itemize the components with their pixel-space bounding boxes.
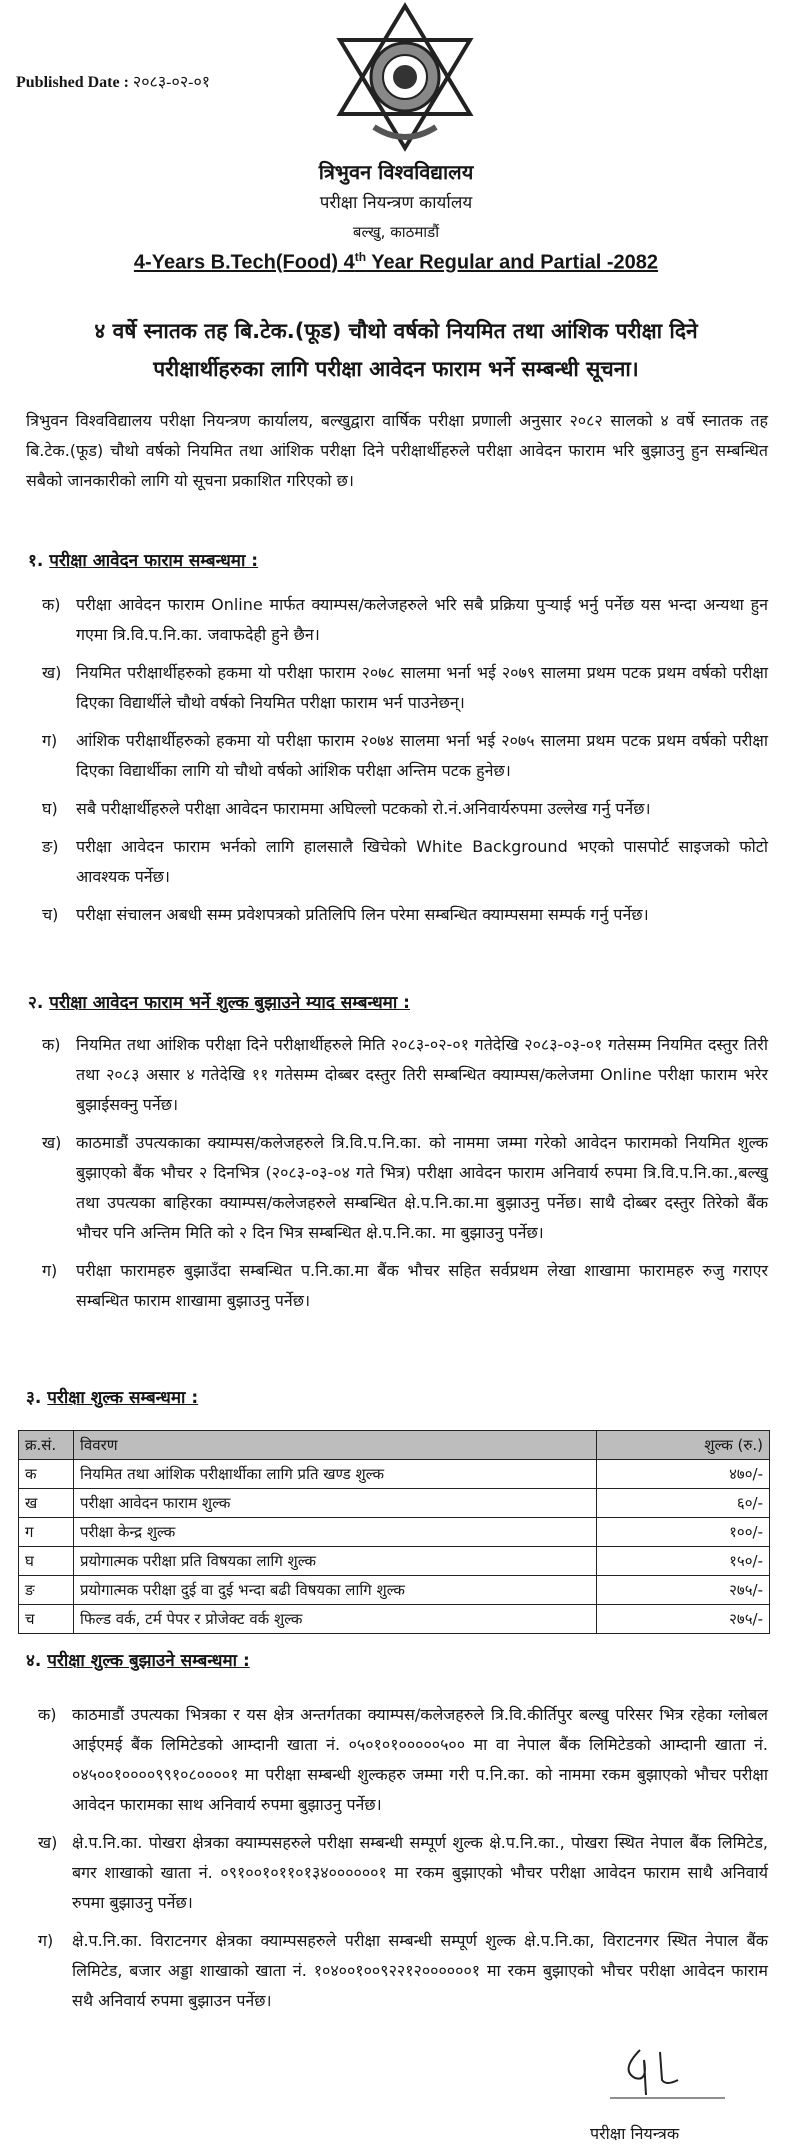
item-marker: ख) xyxy=(38,1833,58,1852)
item-text: काठमाडौं उपत्यकाका क्याम्पस/कलेजहरुले त्रि.वि.प.नि.का. को नाममा जम्मा गरेको आवेदन फारामको नियमित शुल्क बुझाएको बैंक भौचर २ दिनभित्र (२०८३-०३-०४ गते भित्र) परीक्षा आवेदन फाराम अनिवार्य रुपमा त्रि.वि.प.नि.का.,बल्खु तथा उपत्यका बाहिरका क्याम्पस/कलेजहरुले सम्बन्धित क्षे.प.नि.का.मा बुझाउनु पर्नेछ। साथै दोब्बर दस्तुर तिरेको बैंक भौचर पनि अन्तिम मिति को २ दिन भित्र सम्बन्धित क्षे.प.नि.का. मा बुझाउनु पर्नेछ। xyxy=(76,1133,768,1242)
section-title: परीक्षा आवेदन फाराम सम्बन्धमा : xyxy=(49,551,259,571)
table-cell: २७५/- xyxy=(597,1605,770,1634)
item-text: नियमित तथा आंशिक परीक्षा दिने परीक्षार्थीहरुले मिति २०८३-०२-०१ गतेदेखि २०८३-०३-०१ गतेसम्म नियमित दस्तुर तिरी तथा २०८३ असार ४ गतेदेखि ११ गतेसम्म दोब्बर दस्तुर तिरी सम्बन्धित क्याम्पस/कलेजमा Online परीक्षा फाराम भरेर बुझाईसक्नु पर्नेछ। xyxy=(76,1035,768,1114)
section-2-heading xyxy=(28,990,410,1013)
table-row xyxy=(19,1518,770,1547)
published-date xyxy=(16,70,210,92)
item-marker: च) xyxy=(42,905,59,924)
table-cell: प्रयोगात्मक परीक्षा दुई वा दुई भन्दा बढी विषयका लागि शुल्क xyxy=(74,1576,597,1605)
list-item xyxy=(38,1828,768,1918)
list-item xyxy=(42,1030,768,1120)
table-cell: ग xyxy=(19,1518,74,1547)
item-text: क्षे.प.नि.का. पोखरा क्षेत्रका क्याम्पसहरुले परीक्षा सम्बन्धी सम्पूर्ण शुल्क क्षे.प.नि.का., पोखरा स्थित नेपाल बैंक लिमिटेड, बगर शाखाको खाता नं. ०९१००१०११०१३४००००००१ मा रकम बुझाएको भौचर परीक्षा आवेदन फाराम साथै अनिवार्य रुपमा बुझाउनु पर्नेछ। xyxy=(72,1833,768,1912)
list-item xyxy=(42,1256,768,1316)
section-title: परीक्षा आवेदन फाराम भर्ने शुल्क बुझाउने म्याद सम्बन्धमा : xyxy=(49,993,410,1013)
table-cell: परीक्षा केन्द्र शुल्क xyxy=(74,1518,597,1547)
notice-title: ४ वर्षे स्नातक तह बि.टेक.(फूड) चौथो वर्षको नियमित तथा आंशिक परीक्षा दिने परीक्षार्थीहरुका लागि परीक्षा आवेदन फाराम भर्ने सम्बन्धी सूचना। xyxy=(94,319,698,381)
section-number: ३. xyxy=(26,1388,42,1408)
item-marker: क) xyxy=(42,595,61,614)
item-marker: ख) xyxy=(42,663,62,682)
item-marker: ग) xyxy=(38,1931,54,1950)
list-item xyxy=(42,590,768,650)
section-1-list xyxy=(42,590,768,938)
item-marker: ग) xyxy=(42,1261,58,1280)
university-emblem-icon xyxy=(330,2,480,152)
signatory-title: परीक्षा नियन्त्रक xyxy=(590,2124,680,2143)
table-row xyxy=(19,1489,770,1518)
table-row xyxy=(19,1547,770,1576)
item-text: परीक्षा संचालन अबधी सम्म प्रवेशपत्रको प्रतिलिपि लिन परेमा सम्बन्धित क्याम्पसमा सम्पर्क गर्नु पर्नेछ। xyxy=(76,905,649,924)
program-title-part2: Year Regular and Partial -2082 xyxy=(366,251,659,274)
list-item xyxy=(42,726,768,786)
column-header-description: विवरण xyxy=(74,1431,597,1460)
item-marker: क) xyxy=(38,1705,57,1724)
intro-paragraph: त्रिभुवन विश्वविद्यालय परीक्षा नियन्त्रण कार्यालय, बल्खुद्वारा वार्षिक परीक्षा प्रणाली अनुसार २०८२ सालको ४ वर्षे स्नातक तह बि.टेक.(फूड) चौथो वर्षको नियमित तथा आंशिक परीक्षा दिने परीक्षार्थीहरुले परीक्षा आवेदन फाराम भरि बुझाउनु हुन सम्बन्धित सबैको जानकारीको लागि यो सूचना प्रकाशित गरिएको छ। xyxy=(26,411,768,490)
list-item xyxy=(42,900,768,930)
item-marker: ग) xyxy=(42,731,58,750)
item-text: परीक्षा आवेदन फाराम Online मार्फत क्याम्पस/कलेजहरुले भरि सबै प्रक्रिया पुऱ्याई भर्नु पर्नेछ यस भन्दा अन्यथा हुन गएमा त्रि.वि.प.नि.का. जवाफदेही हुने छैन। xyxy=(76,595,768,644)
section-2-list xyxy=(42,1030,768,1324)
column-header-fee: शुल्क (रु.) xyxy=(597,1431,770,1460)
section-title: परीक्षा शुल्क बुझाउने सम्बन्धमा : xyxy=(47,1651,250,1671)
university-name: त्रिभुवन विश्वविद्यालय xyxy=(318,160,474,184)
section-4-heading xyxy=(26,1648,250,1671)
table-cell: क xyxy=(19,1460,74,1489)
office-location: बल्खु, काठमाडौं xyxy=(352,223,440,241)
table-cell: प्रयोगात्मक परीक्षा प्रति विषयका लागि शुल्क xyxy=(74,1547,597,1576)
table-cell: ख xyxy=(19,1489,74,1518)
item-text: परीक्षा आवेदन फाराम भर्नको लागि हालसालै खिचेको White Background भएको पासपोर्ट साइजको फोटो आवश्यक पर्नेछ। xyxy=(76,837,768,886)
table-cell: ङ xyxy=(19,1576,74,1605)
item-text: सबै परीक्षार्थीहरुले परीक्षा आवेदन फाराममा अघिल्लो पटकको रो.नं.अनिवार्यरुपमा उल्लेख गर्नु पर्नेछ। xyxy=(76,799,651,818)
list-item xyxy=(38,1926,768,2016)
table-row xyxy=(19,1460,770,1489)
item-text: परीक्षा फारामहरु बुझाउँदा सम्बन्धित प.नि.का.मा बैंक भौचर सहित सर्वप्रथम लेखा शाखामा फारामहरु रुजु गराएर सम्बन्धित फाराम शाखामा बुझाउनु पर्नेछ। xyxy=(76,1261,768,1310)
item-text: नियमित परीक्षार्थीहरुको हकमा यो परीक्षा फाराम २०७८ सालमा भर्ना भई २०७९ सालमा प्रथम पटक प्रथम वर्षको परीक्षा दिएका विद्यार्थीले चौथो वर्षको नियमित परीक्षा फाराम भर्न पाउनेछन्। xyxy=(76,663,768,712)
section-title: परीक्षा शुल्क सम्बन्धमा : xyxy=(47,1388,199,1408)
table-row xyxy=(19,1605,770,1634)
office-name: परीक्षा नियन्त्रण कार्यालय xyxy=(319,193,473,213)
item-marker: ख) xyxy=(42,1133,62,1152)
table-cell: फिल्ड वर्क, टर्म पेपर र प्रोजेक्ट वर्क शुल्क xyxy=(74,1605,597,1634)
table-cell: ४७०/- xyxy=(597,1460,770,1489)
table-cell: घ xyxy=(19,1547,74,1576)
published-label: Published Date : xyxy=(16,74,129,91)
table-header-row xyxy=(19,1431,770,1460)
list-item xyxy=(38,1700,768,1820)
item-text: क्षे.प.नि.का. विराटनगर क्षेत्रका क्याम्पसहरुले परीक्षा सम्बन्धी सम्पूर्ण शुल्क क्षे.प.नि.का, विराटनगर स्थित नेपाल बैंक लिमिटेड, बजार अड्डा शाखाको खाता नं. १०४००१००९२२१२००००००१ मा रकम बुझाएको भौचर परीक्षा आवेदन फाराम सथै अनिवार्य रुपमा बुझाउन पर्नेछ। xyxy=(72,1931,768,2010)
item-marker: क) xyxy=(42,1035,61,1054)
table-cell: नियमित तथा आंशिक परीक्षार्थीका लागि प्रति खण्ड शुल्क xyxy=(74,1460,597,1489)
signature-icon xyxy=(600,2040,730,2100)
table-cell: परीक्षा आवेदन फाराम शुल्क xyxy=(74,1489,597,1518)
section-3-heading xyxy=(26,1385,198,1408)
list-item xyxy=(42,794,768,824)
table-cell: च xyxy=(19,1605,74,1634)
program-title-part1: 4-Years B.Tech(Food) 4 xyxy=(133,251,355,274)
column-header-serial: क्र.सं. xyxy=(19,1431,74,1460)
list-item xyxy=(42,832,768,892)
fee-table xyxy=(18,1430,770,1634)
list-item xyxy=(42,1128,768,1248)
list-item xyxy=(42,658,768,718)
item-text: काठमाडौं उपत्यका भित्रका र यस क्षेत्र अन्तर्गतका क्याम्पस/कलेजहरुले त्रि.वि.कीर्तिपुर बल्खु परिसर भित्र रहेका ग्लोबल आईएमई बैंक लिमिटेडको आम्दानी खाता नं. ०५०१०१०००००५०० मा वा नेपाल बैंक लिमिटेडको आम्दानी खाता नं. ०४५००१००००९९१०८००००१ मा परीक्षा सम्बन्धी शुल्कहरु जम्मा गरी प.नि.का. को नाममा रकम बुझाएको भौचर परीक्षा आवेदन फारामका साथ अनिवार्य रुपमा बुझाउनु पर्नेछ। xyxy=(72,1705,768,1814)
table-row xyxy=(19,1576,770,1605)
program-title-sup: th xyxy=(354,250,367,264)
section-1-heading xyxy=(28,548,258,571)
section-number: १. xyxy=(28,551,44,571)
table-cell: ६०/- xyxy=(597,1489,770,1518)
section-4-list xyxy=(38,1700,768,2024)
published-date-value: २०८३-०२-०१ xyxy=(132,74,211,91)
program-title xyxy=(0,250,792,275)
item-marker: घ) xyxy=(42,799,58,818)
table-cell: १००/- xyxy=(597,1518,770,1547)
table-cell: १५०/- xyxy=(597,1547,770,1576)
item-text: आंशिक परीक्षार्थीहरुको हकमा यो परीक्षा फाराम २०७४ सालमा भर्ना भई २०७५ सालमा प्रथम पटक प्रथम वर्षको परीक्षा दिएका विद्यार्थीका लागि यो चौथो वर्षको आंशिक परीक्षा अन्तिम पटक हुनेछ। xyxy=(76,731,768,780)
section-number: ४. xyxy=(26,1651,42,1671)
item-marker: ङ) xyxy=(42,837,59,856)
section-number: २. xyxy=(28,993,44,1013)
table-cell: २७५/- xyxy=(597,1576,770,1605)
